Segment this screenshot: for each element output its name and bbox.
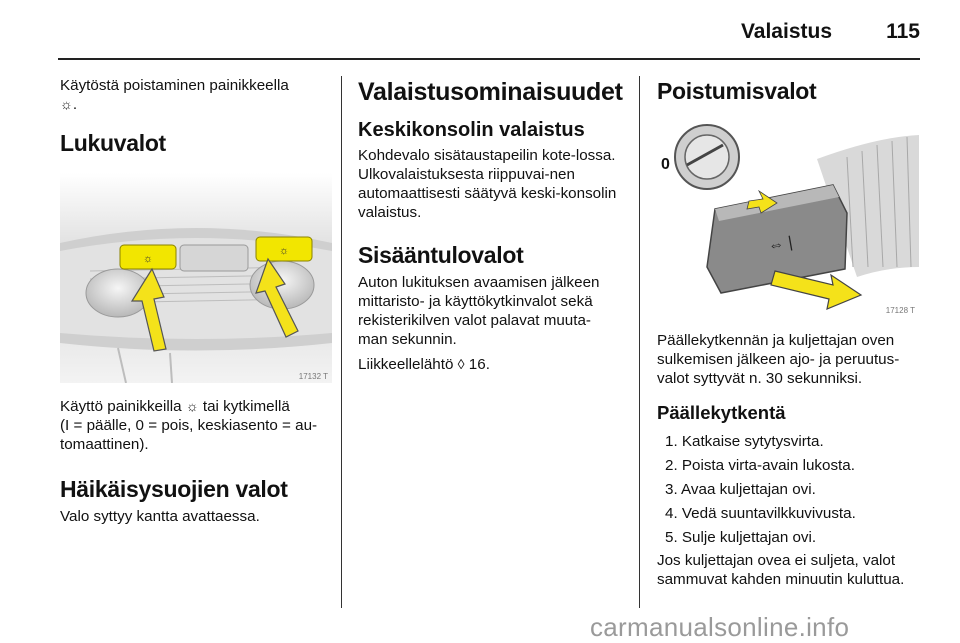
column-2 — [358, 76, 623, 374]
reading-lights-figure — [60, 173, 332, 383]
page-number: 115 — [886, 20, 920, 43]
console-paragraph: Kohdevalo sisätaustapeilin kote-lossa. Ulkovalaistuksesta riippuvai-nen automaattisesti säätyvä keski-konsolin valaistus. — [358, 147, 617, 221]
heading-lighting-features: Valaistusominaisuudet — [358, 78, 623, 106]
column-3 — [657, 76, 927, 589]
light-symbol-icon: ☼ — [185, 398, 199, 414]
intro-paragraph: Käytöstä poistaminen painikkeella ☼. — [60, 77, 289, 113]
figure-code: 17132 T — [298, 372, 328, 381]
reading-lights-illustration — [60, 173, 332, 383]
heading-reading-lights: Lukuvalot — [60, 130, 166, 156]
column-divider-2 — [639, 76, 640, 608]
chapter-title: Valaistus — [740, 20, 832, 43]
list-item: 2. Poista virta-avain lukosta. — [665, 457, 855, 474]
light-symbol-icon: ☼ — [60, 96, 73, 112]
page-header — [58, 14, 920, 54]
light-switch-illustration — [657, 117, 919, 317]
departure-reference: Liikkeellelähtö ◊ 16. — [358, 356, 490, 373]
column-divider-1 — [341, 76, 342, 608]
list-item: 4. Vedä suuntavilkkuvivusta. — [665, 505, 856, 522]
entry-paragraph: Auton lukituksen avaamisen jälkeen mittaristo- ja käyttökytkinvalot sekä rekisterikilven valot palavat muuta-man sekunnin. — [358, 274, 600, 348]
list-item: 1. Katkaise sytytysvirta. — [665, 433, 824, 450]
svg-text:☼: ☼ — [278, 245, 290, 257]
svg-text:☼: ☼ — [142, 253, 154, 265]
exit-paragraph: Päällekytkennän ja kuljettajan oven sulkemisen jälkeen ajo- ja peruutus-valot syttyvät n. 30 sekunniksi. — [657, 332, 900, 387]
watermark: carmanualsonline.info — [590, 612, 850, 642]
switch-position-label: 0 — [661, 156, 670, 173]
column-1 — [60, 76, 330, 526]
list-item: 3. Avaa kuljettajan ovi. — [665, 481, 816, 498]
figure-code: 17128 T — [885, 306, 915, 315]
heading-sunvisor-lights: Häikäisysuojien valot — [60, 476, 288, 502]
heading-exit-lights: Poistumisvalot — [657, 78, 817, 104]
heading-activation: Päällekytkentä — [657, 402, 786, 423]
heading-console-lighting: Keskikonsolin valaistus — [358, 119, 585, 141]
closing-paragraph: Jos kuljettajan ovea ei suljeta, valot sammuvat kahden minuutin kuluttua. — [657, 552, 905, 588]
heading-entry-lights: Sisääntulovalot — [358, 242, 524, 268]
header-rule — [58, 58, 920, 60]
usage-paragraph: Käyttö painikkeilla ☼ tai kytkimellä (I = päälle, 0 = pois, keskiasento = au-tomaattinen). — [60, 398, 318, 453]
svg-text:⇔ |: ⇔ | — [766, 233, 794, 255]
list-item: 5. Sulje kuljettajan ovi. — [665, 529, 817, 546]
sunvisor-paragraph: Valo syttyy kantta avattaessa. — [60, 508, 260, 525]
activation-steps — [657, 432, 927, 547]
exit-lights-figure — [657, 117, 919, 317]
page-reference-icon: ◊ — [457, 356, 465, 372]
